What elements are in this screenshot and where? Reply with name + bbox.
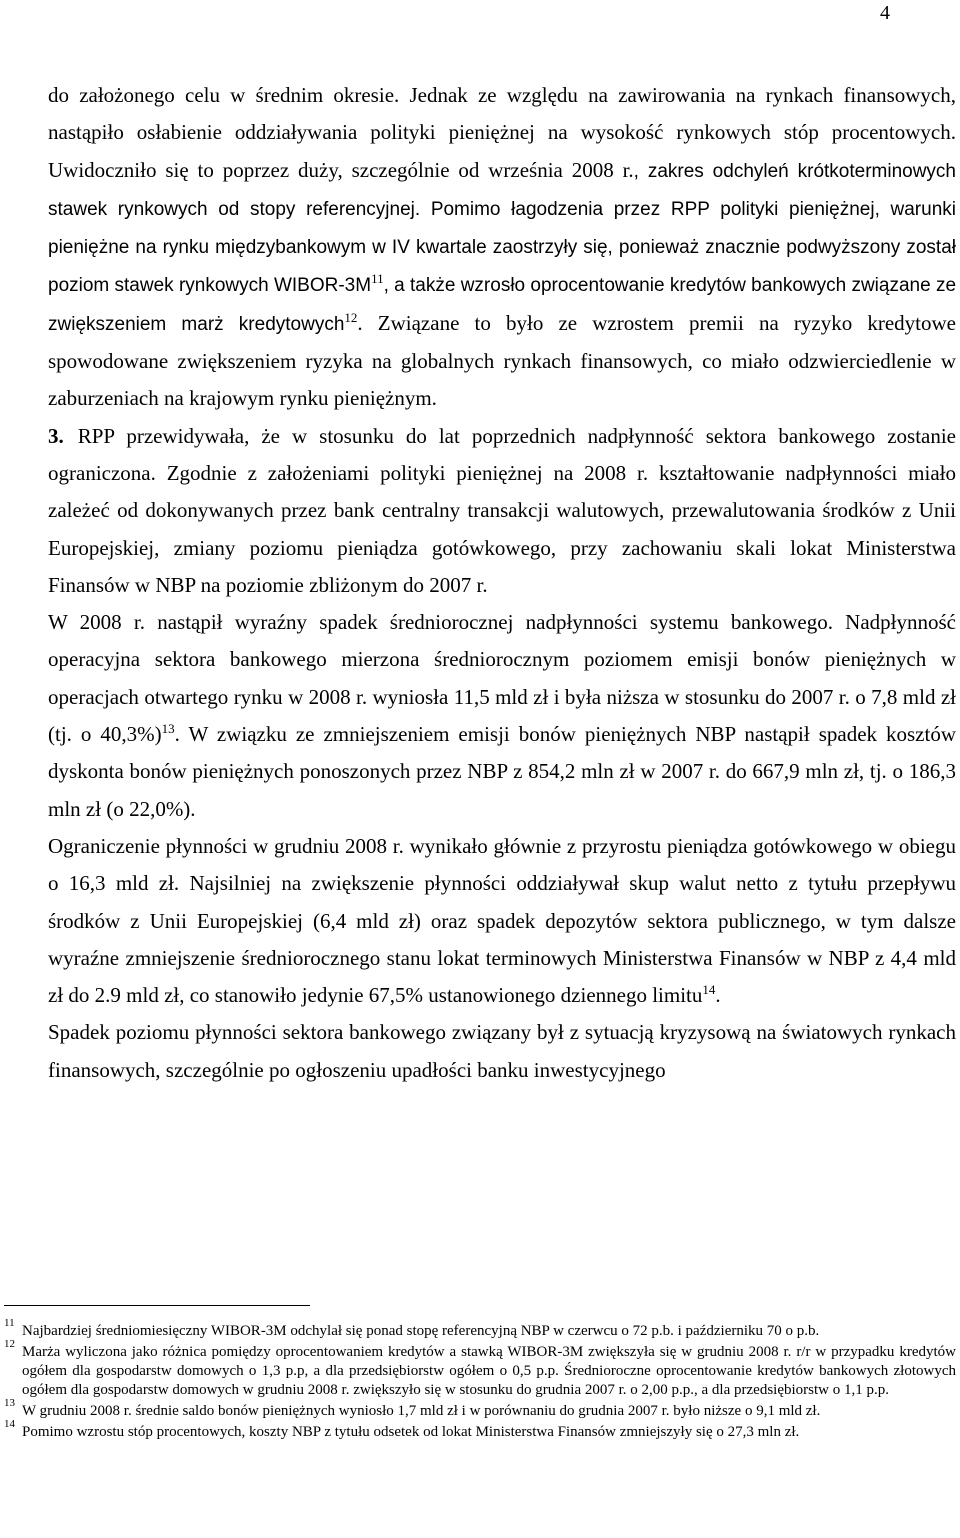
item-number: 3. — [48, 423, 64, 448]
paragraph-1-part-c: , a także wzrosło oprocentowanie kredytów bankowych związane ze zwiększeniem marż kredytowych — [48, 275, 957, 335]
footnote-ref-12[interactable]: 12 — [344, 309, 358, 325]
numbered-item-3 — [48, 418, 956, 604]
paragraph-3-part-b: . W związku ze zmniejszeniem emisji bonów pieniężnych NBP nastąpił spadek kosztów dyskonta bonów pieniężnych ponoszonych przez NBP z 854,2 mln zł w 2007 r. do 667,9 mln zł, tj. o 186,3 mln zł (o 22,0%). — [48, 722, 956, 821]
footnote-number: 11 — [4, 1317, 15, 1329]
footnote-text: Najbardziej średniomiesięczny WIBOR-3M odchylał się ponad stopę referencyjną NBP w czerwcu o 72 p.b. i październiku 70 o p.b. — [22, 1323, 820, 1339]
page-number: 4 — [880, 2, 890, 24]
footnote-number: 14 — [4, 1418, 15, 1430]
footnote-14 — [4, 1418, 956, 1442]
paragraph-1 — [48, 77, 956, 418]
footnote-text: W grudniu 2008 r. średnie saldo bonów pieniężnych wyniosło 1,7 mld zł i w porównaniu do grudnia 2007 r. było niższe o 9,1 mld zł. — [22, 1403, 821, 1419]
paragraph-1-part-a: do założonego celu w średnim okresie. Jednak ze względu na zawirowania na rynkach finansowych, nastąpiło osłabienie oddziaływania polityki pieniężnej na wysokość rynkowych stóp procentowych. Uwidoczniło się to poprzez duży, szczególnie od września 2008 r. — [48, 83, 956, 182]
numbered-item-text: RPP przewidywała, że w stosunku do lat poprzednich nadpłynność sektora bankowego zostanie ograniczona. Zgodnie z założeniami polityki pieniężnej na 2008 r. kształtowanie nadpłynności miało zależeć od dokonywanych przez bank centralny transakcji walutowych, przewalutowania środków z Unii Europejskiej, zmiany poziomu pieniądza gotówkowego, przy zachowaniu skali lokat Ministerstwa Finansów w NBP na poziomie zbliżonym do 2007 r. — [48, 423, 956, 597]
footnote-ref-13[interactable]: 13 — [161, 721, 175, 737]
footnote-11 — [4, 1317, 956, 1341]
footnote-ref-14[interactable]: 14 — [702, 982, 716, 998]
paragraph-4 — [48, 828, 956, 1014]
footnote-separator — [4, 1305, 310, 1306]
footnote-13 — [4, 1397, 956, 1421]
paragraph-5-text: Spadek poziomu płynności sektora bankowego związany był z sytuacją kryzysową na światowych rynkach finansowych, szczególnie po ogłoszeniu upadłości banku inwestycyjnego — [48, 1020, 956, 1082]
paragraph-3-part-a: W 2008 r. nastąpił wyraźny spadek średniorocznej nadpłynności systemu bankowego. Nadpłynność operacyjna sektora bankowego mierzona średniorocznym poziomem emisji bonów pieniężnych w operacjach otwartego rynku w 2008 r. wyniosła 11,5 mld zł i była niższa w stosunku do 2007 r. o 7,8 mld zł (tj. o 40,3%) — [48, 610, 956, 747]
footnote-number: 12 — [4, 1338, 15, 1350]
paragraph-5 — [48, 1014, 956, 1089]
paragraph-1-part-d: . Związane to było ze wzrostem premii na ryzyko kredytowe spowodowane zwiększeniem ryzyka na globalnych rynkach finansowych, co miało odzwierciedlenie w zaburzeniach na krajowym rynku pieniężnym. — [48, 310, 956, 411]
footnote-text: Marża wyliczona jako różnica pomiędzy oprocentowaniem kredytów a stawką WIBOR-3M zwiększyła się w grudniu 2008 r. r/r w przypadku kredytów ogółem dla gospodarstw domowych o 1,3 p.p, a dla przedsiębiorstw ogółem o 0,5 p.p. Średnioroczne oprocentowanie kredytów bankowych złotowych ogółem dla gospodarstw domowych w grudniu 2008 r. zwiększyło się w stosunku do grudnia 2007 r. o 2,00 p.p., a dla przedsiębiorstw o 1,1 p.p. — [22, 1344, 956, 1398]
paragraph-3 — [48, 604, 956, 828]
paragraph-4-part-b: . — [715, 983, 721, 1008]
footnote-12 — [4, 1338, 956, 1400]
body-text — [48, 77, 956, 1089]
footnote-number: 13 — [4, 1397, 15, 1409]
footnote-text: Pomimo wzrostu stóp procentowych, koszty NBP z tytułu odsetek od lokat Ministerstwa Finansów zmniejszyły się o 27,3 mln zł. — [22, 1424, 800, 1440]
paragraph-1-part-b: , zakres odchyleń krótkoterminowych stawek rynkowych od stopy referencyjnej. Pomimo łagodzenia przez RPP polityki pieniężnej, warunki pieniężne na rynku międzybankowym w IV kwartale zaostrzyły się, ponieważ znacznie podwyższony został poziom stawek rynkowych WIBOR-3M — [48, 160, 957, 297]
footnote-ref-11[interactable]: 11 — [371, 271, 384, 287]
footnotes — [4, 1317, 956, 1444]
paragraph-4-part-a: Ograniczenie płynności w grudniu 2008 r. wynikało głównie z przyrostu pieniądza gotówkowego w obiegu o 16,3 mld zł. Najsilniej na zwiększenie płynności oddziaływał skup walut netto z tytułu przepływu środków z Unii Europejskiej (6,4 mld zł) oraz spadek depozytów sektora publicznego, w tym dalsze wyraźne zmniejszenie średniorocznego stanu lokat terminowych Ministerstwa Finansów w NBP z 4,4 mld zł do 2.9 mld zł, co stanowiło jedynie 67,5% ustanowionego dziennego limitu — [48, 833, 956, 1008]
